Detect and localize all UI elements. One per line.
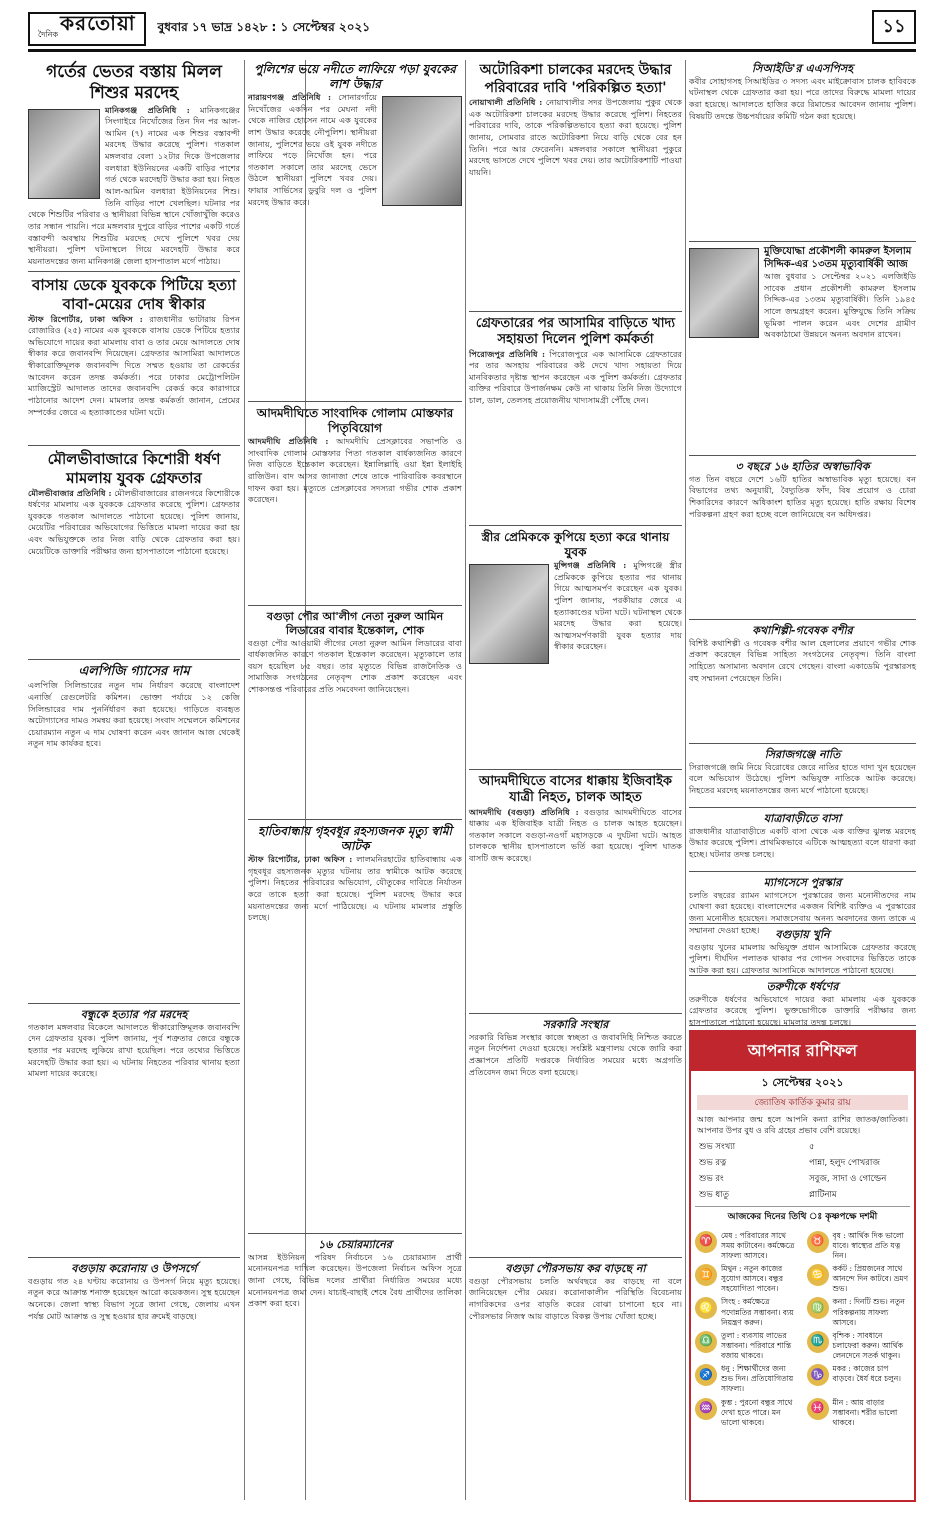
article-headline[interactable]: গ্রেফতারের পর আসামির বাড়িতে খাদ্য সহায়তা দিলেন পুলিশ কর্মকর্তা (475, 316, 676, 348)
article-headline[interactable]: বগুড়ায় খুনি (775, 928, 830, 941)
article-headline[interactable]: আদমদীঘিতে সাংবাদিক গোলাম মোস্তফার পিতৃবিয়োগ (256, 406, 454, 435)
article-headline[interactable]: অটোরিকশা চালকের মরদেহ উদ্ধার পরিবারের দাবি 'পরিকল্পিত হত্যা' (479, 62, 672, 96)
info-value: প্লাটিনাম (809, 1189, 837, 1200)
horoscope-info-row (691, 1187, 914, 1203)
article-2[interactable] (28, 276, 240, 446)
zodiac-text: মেষ : পরিবারের সাথে সময় কাটাবেন। কর্মক্ষেত্রে সাফল্য আসবে। (721, 1230, 795, 1260)
article-21[interactable] (689, 624, 916, 744)
article-headline[interactable]: ম্যাগসেসে পুরস্কার (763, 876, 842, 889)
astrologer-name: জ্যোতিষ কার্তিক কুমার রায় (697, 1095, 908, 1110)
article-text: মানিকগঞ্জের সিংগাইরে নিখোঁজের তিন দিন পর আল-আমিন (৭) নামের এক শিশুর বস্তাবন্দী মরদেহ উদ্ধার করেছে পুলিশ। গতকাল মঙ্গলবার বেলা ১২টার দিকে উপজেলার বলধারা ইউনিয়নের একটি বাড়ির পাশের গর্ত থেকে মরদেহটি উদ্ধার করা হয়। নিহত আল-আমিন বলধারা ইউনিয়নের শিশু। তিনি বাড়ির পাশে খেলছিল। ঘটনার পর থেকে শিশুটির পরিবার ও স্থানীয়রা বিভিন্ন স্থানে খোঁজাখুঁজি করেও তার সন্ধান পায়নি। পরে মঙ্গলবার দুপুরে বাড়ির পাশের একটি গর্তে বস্তাবন্দী অবস্থায় শিশুটির মরদেহ দেখে পুলিশে খবর দেয় স্থানীয়রা। পুলিশ ঘটনাস্থলে গিয়ে মরদেহটি উদ্ধার করে ময়নাতদন্তের জন্য মানিকগঞ্জ জেলা হাসপাতাল মর্গে পাঠায়। (28, 104, 240, 266)
article-6[interactable] (28, 1262, 240, 1502)
column-divider (685, 60, 686, 1500)
zodiac-item (807, 1364, 911, 1394)
tithi-line: আজকের দিনের তিথি ঃ কৃষ্ণপক্ষে দশমী (695, 1206, 910, 1224)
zodiac-icon: ♍ (807, 1297, 829, 1319)
article-headline[interactable]: বগুড়ায় করোনায় ও উপসর্গে (71, 1262, 197, 1275)
article-headline[interactable]: তরুণীকে ধর্ষণের (766, 980, 839, 993)
article-17[interactable] (469, 1018, 682, 1258)
article-headline[interactable]: হাতিবান্ধায় গৃহবধূর রহস্যজনক মৃত্যু স্বামী আটক (258, 824, 452, 853)
zodiac-icon: ♒ (695, 1398, 717, 1420)
zodiac-item (695, 1297, 799, 1327)
article-text: বগুড়ায় গত ২৪ ঘণ্টায় করোনায় ও উপসর্গ নিয়ে মৃত্যু হয়েছে। নতুন করে আক্রান্ত শনাক্ত হয়েছেন আরো কয়েকজন। সুস্থ হয়েছেন অনেকে। জেলা স্বাস্থ্য বিভাগ সূত্রে জানা গেছে, জেলায় এখন পর্যন্ত মোট আক্রান্ত ও সুস্থ হওয়ার হার ক্রমেই বাড়ছে। (28, 1275, 240, 1321)
article-text: গত তিন বছরে দেশে ১৬টি হাতির অস্বাভাবিক মৃত্যু হয়েছে। বন বিভাগের তথ্য অনুযায়ী, বৈদ্যুতিক ফাঁদ, বিষ প্রয়োগ ও চোরা শিকারিদের কারণে অধিকাংশ হাতির মৃত্যু হয়েছে। হাতি রক্ষায় বিশেষ পরিকল্পনা গ্রহণ করা হচ্ছে বলে জানিয়েছে বন অধিদপ্তর। (689, 473, 916, 519)
zodiac-icon: ♐ (695, 1364, 717, 1386)
article-headline[interactable]: বগুড়া পৌরসভায় কর বাড়ছে না (505, 1262, 646, 1275)
zodiac-text: কন্যা : দিনটি শুভ। নতুন পরিকল্পনায় সাফল্য আসবে। (832, 1297, 905, 1327)
horoscope-date: ১ সেপ্টেম্বর ২০২১ (761, 1076, 844, 1089)
article-text: বিশিষ্ট কথাশিল্পী ও গবেষক বশীর আল হেলালের প্রয়াণে গভীর শোক প্রকাশ করেছেন বিভিন্ন সাহিত্য সংগঠনের নেতৃবৃন্দ। তিনি বাংলা সাহিত্যে অসামান্য অবদান রেখে গেছেন। বাংলা একাডেমি পুরস্কারসহ বহু সম্মাননা পেয়েছেন তিনি। (689, 637, 916, 683)
zodiac-text: কুম্ভ : পুরনো বন্ধুর সাথে দেখা হতে পারে। মন ভালো থাকবে। (721, 1397, 793, 1427)
article-11[interactable] (248, 1238, 462, 1502)
article-headline[interactable]: গর্তের ভেতর বস্তায় মিলল শিশুর মরদেহ (46, 62, 222, 104)
zodiac-item (807, 1231, 911, 1261)
article-headline[interactable]: পুলিশের ভয়ে নদীতে লাফিয়ে পড়া যুবকের লাশ উদ্ধার (254, 62, 456, 91)
article-text: মৌলভীবাজারের রাজনগরে কিশোরীকে ধর্ষণের মামলায় এক যুবককে গ্রেফতার করেছে পুলিশ। গ্রেফতার যুবককে গতকাল আদালতে পাঠানো হয়েছে। পুলিশ জানায়, মেয়েটির পরিবারের অভিযোগের ভিত্তিতে মামলা দায়ের করা হয় এবং অভিযুক্তকে তার নিজ বাড়ি থেকে গ্রেফতার করা হয়। মেয়েটিকে ডাক্তারি পরীক্ষার জন্য হাসপাতালে পাঠানো হয়েছে। (28, 487, 240, 556)
zodiac-icon: ♊ (695, 1264, 717, 1286)
zodiac-text: মকর : কাজের চাপ বাড়বে। ধৈর্য ধরে চলুন। (832, 1364, 901, 1384)
horoscope-intro: আজ আপনার জন্ম হলে আপনি কন্যা রাশির জাতক/জাতিকা। আপনার উপর বুধ ও রবি গ্রহের প্রভাব বেশি রয়েছে। (697, 1115, 908, 1136)
zodiac-text: ধনু : শিক্ষার্থীদের জন্য শুভ দিন। প্রতিযোগিতায় সাফল্য। (721, 1364, 794, 1394)
article-15[interactable] (469, 530, 682, 770)
article-headline[interactable]: ৩ বছরে ১৬ হাতির অস্বাভাবিক (735, 460, 870, 473)
info-key: শুভ সংখ্যা (699, 1141, 736, 1152)
article-headline[interactable]: এলপিজি গ্যাসের দাম (78, 664, 190, 679)
article-5[interactable] (28, 1008, 240, 1258)
portrait-photo (689, 248, 759, 338)
zodiac-icon: ♌ (695, 1297, 717, 1319)
article-text: তরুণীকে ধর্ষণের অভিযোগে দায়ের করা মামলায় এক যুবককে গ্রেফতার করেছে পুলিশ। ভুক্তভোগীকে ডাক্তারি পরীক্ষার জন্য হাসপাতালে পাঠানো হয়েছে। মামলার তদন্ত চলছে। (689, 993, 916, 1028)
zodiac-icon: ♑ (807, 1364, 829, 1386)
article-text: এলপিজি সিলিন্ডারের নতুন দাম নির্ধারণ করেছে বাংলাদেশ এনার্জি রেগুলেটরি কমিশন। ভোক্তা পর্যায়ে ১২ কেজি সিলিন্ডারের দাম পুনর্নির্ধারণ করা হয়েছে। গাড়িতে ব্যবহৃত অটোগ্যাসের দামও সমন্বয় করা হয়েছে। সংবাদ সম্মেলনে কমিশনের চেয়ারম্যান নতুন এ দাম ঘোষণা করেন এবং জানান আজ থেকেই নতুন দাম কার্যকর হবে। (28, 680, 240, 749)
horoscope-info-row (691, 1155, 914, 1171)
article-headline[interactable]: বাসায় ডেকে যুবককে পিটিয়ে হত্যা বাবা-মেয়ের দোষ স্বীকার (32, 276, 236, 313)
newspaper-logo (28, 12, 146, 46)
zodiac-item (807, 1264, 911, 1294)
page-number: ১১ (872, 10, 916, 44)
zodiac-text: বৃষ : আর্থিক দিক ভালো যাবে। স্বাস্থ্যের প্রতি যত্ন নিন। (832, 1230, 904, 1260)
article-10[interactable] (248, 824, 462, 1234)
article-byline: আদমদীঘি (বগুড়া) প্রতিনিধি : (469, 806, 579, 817)
zodiac-text: সিংহ : কর্মক্ষেত্রে পদোন্নতির সম্ভাবনা। ব্যয় নিয়ন্ত্রণ করুন। (721, 1297, 794, 1327)
horoscope-info (691, 1139, 914, 1203)
zodiac-icon: ♎ (695, 1331, 717, 1353)
article-4[interactable] (28, 664, 240, 1004)
masthead-bar (28, 8, 916, 52)
column-divider (465, 60, 466, 1500)
zodiac-text: বৃশ্চিক : সাবধানে চলাফেরা করুন। আর্থিক লেনদেনে সতর্ক থাকুন। (832, 1330, 904, 1361)
horoscope-title: আপনার রাশিফল (691, 1032, 914, 1071)
article-12[interactable] (469, 62, 682, 312)
paper-name: করতোয়া (60, 10, 136, 35)
info-key: শুভ রত্ন (699, 1157, 727, 1168)
article-16[interactable] (469, 774, 682, 1014)
article-18[interactable] (469, 1262, 682, 1502)
zodiac-item (695, 1264, 799, 1294)
zodiac-item (807, 1398, 911, 1428)
paper-small-label: দৈনিক (38, 29, 59, 39)
zodiac-icon: ♋ (807, 1264, 829, 1286)
article-text: সোনারগাঁয়ে নিখোঁজের একদিন পর মেঘনা নদী থেকে নাজির হোসেন নামে এক যুবকের লাশ উদ্ধার করেছে নৌপুলিশ। স্থানীয়রা জানায়, পুলিশের ভয়ে ওই যুবক নদীতে লাফিয়ে পড়ে নিখোঁজ হন। পরে গতকাল সকালে তার মরদেহ ভেসে উঠলে স্থানীয়রা পুলিশে খবর দেয়। ফায়ার সার্ভিসের ডুবুরি দল ও পুলিশ মরদেহ উদ্ধার করে। (248, 92, 377, 207)
info-key: শুভ ধাতু (699, 1189, 729, 1200)
article-byline: মৌলভীবাজার প্রতিনিধি : (28, 487, 112, 498)
article-26[interactable] (689, 980, 916, 1026)
article-8[interactable] (248, 406, 462, 606)
article-headline[interactable]: বগুড়া পৌর আ'লীগ নেতা নুরুল আমিন লিডারের বাবার ইন্তেকাল, শোক (266, 610, 444, 637)
article-byline: মুন্সিগঞ্জ প্রতিনিধি : (554, 560, 627, 570)
zodiac-icon: ♏ (807, 1331, 829, 1353)
zodiac-text: কর্কট : প্রিয়জনের সাথে আনন্দে দিন কাটবে। ভ্রমণ শুভ। (832, 1264, 909, 1294)
article-byline: স্টাফ রিপোর্টার, ঢাকা অফিস : (28, 313, 143, 324)
article-text: আদমদীঘি প্রেসক্লাবের সভাপতি ও সাংবাদিক গোলাম মোস্তফার পিতা গতকাল বার্ধক্যজনিত কারণে নিজ বাড়িতে ইন্তেকাল করেছেন। ইন্নালিল্লাহি ওয়া ইন্না ইলাইহি রাজিউন। বাদ আসর জানাজা শেষে তাকে পারিবারিক কবরস্থানে দাফন করা হয়। মৃত্যুতে প্রেসক্লাবের সদস্যরা গভীর শোক প্রকাশ করেছেন। (248, 436, 462, 505)
article-22[interactable] (689, 748, 916, 808)
article-text: কবীর সোহাগসহ সিআইডির ৩ সদস্য এবং মাইক্রোবাস চালক হাবিবকে ঘটনাস্থল থেকে গ্রেফতার করা হয়। পরে তাদের বিরুদ্ধে মামলা দায়ের করা হয়েছে। আদালতে হাজির করে রিমান্ডের আবেদন জানায় পুলিশ। বিষয়টি তদন্তে উচ্চপর্যায়ের কমিটি গঠন করা হয়েছে। (689, 75, 916, 121)
article-text: বগুড়ায় খুনের মামলায় অভিযুক্ত প্রধান আসামিকে গ্রেফতার করেছে পুলিশ। দীর্ঘদিন পলাতক থাকার পর গোপন সংবাদের ভিত্তিতে তাকে আটক করা হয়। গ্রেফতার আসামিকে আদালতে পাঠানো হয়েছে। (689, 941, 916, 976)
article-14[interactable] (469, 316, 682, 526)
zodiac-text: মিথুন : নতুন কাজের সুযোগ আসবে। বন্ধুর সহযোগিতা পাবেন। (721, 1264, 783, 1294)
article-20[interactable] (689, 460, 916, 620)
article-text: আসন্ন ইউনিয়ন পরিষদ নির্বাচনে ১৬ চেয়ারম্যান প্রার্থী মনোনয়নপত্র দাখিল করেছেন। উপজেলা নির্বাচন অফিস সূত্রে জানা গেছে, বিভিন্ন দলের প্রার্থীরা নির্ধারিত সময়ের মধ্যে মনোনয়নপত্র জমা দেন। যাচাই-বাছাই শেষে বৈধ প্রার্থীদের তালিকা প্রকাশ করা হবে। (248, 1251, 462, 1309)
article-byline: নারায়ণগঞ্জ প্রতিনিধি : (248, 92, 332, 102)
article-text: গতকাল মঙ্গলবার বিকেলে আদালতে স্বীকারোক্তিমূলক জবানবন্দি দেন গ্রেফতার যুবক। পুলিশ জানায়, পূর্ব শত্রুতার জেরে বন্ধুকে হত্যার পর মরদেহ লুকিয়ে রাখা হয়েছিল। পরে তথ্যের ভিত্তিতে মরদেহটি উদ্ধার করা হয়। এ ঘটনায় নিহতের পরিবার থানায় হত্যা মামলা দায়ের করেছে। (28, 1021, 240, 1079)
article-19[interactable] (689, 62, 916, 242)
article-9[interactable] (248, 610, 462, 820)
article-photo (382, 96, 462, 206)
zodiac-icon: ♈ (695, 1231, 717, 1253)
column-divider (244, 60, 245, 1500)
article-1[interactable] (28, 62, 240, 272)
article-headline[interactable]: বন্ধুকে হত্যার পর মরদেহ (80, 1008, 188, 1021)
zodiac-item (807, 1297, 911, 1327)
article-text: লালমনিরহাটের হাতিবান্ধায় এক গৃহবধূর রহস্যজনক মৃত্যুর ঘটনায় তার স্বামীকে আটক করেছে পুলিশ। নিহতের পরিবারের অভিযোগ, যৌতুকের দাবিতে নির্যাতন করে তাকে হত্যা করা হয়েছে। পুলিশ মরদেহ উদ্ধার করে ময়নাতদন্তের জন্য মর্গে পাঠিয়েছে। এ ঘটনায় মামলার প্রস্তুতি চলছে। (248, 854, 462, 923)
child-photo (28, 109, 100, 199)
article-13[interactable] (689, 246, 916, 456)
article-headline[interactable]: কথাশিল্পী-গবেষক বশীর (752, 624, 853, 637)
info-value: পান্না, হলুদ পোখরাজ (809, 1157, 880, 1168)
zodiac-item (695, 1398, 799, 1428)
article-text: রাজধানীর ভাটারায় রিপন রোজারিও (২৫) নামের এক যুবককে বাসায় ডেকে পিটিয়ে হত্যার অভিযোগে দায়ের করা মামলায় বাবা ও তার মেয়ে আদালতে দোষ স্বীকার করে জবানবন্দি দিয়েছেন। গ্রেফতার আসামিরা আদালতে স্বীকারোক্তিমূলক জবানবন্দি দিতে সম্মত হওয়ায় তা রেকর্ডের আবেদন করেন তদন্ত কর্মকর্তা। পরে ঢাকার মেট্রোপলিটন ম্যাজিস্ট্রেট আদালত তাদের জবানবন্দি রেকর্ড করে কারাগারে পাঠানোর আদেশ দেন। মামলার তদন্ত কর্মকর্তা জানান, প্রেমের সম্পর্কের জেরে এ হত্যাকাণ্ডের ঘটনা ঘটে। (28, 313, 240, 417)
article-23[interactable] (689, 812, 916, 872)
zodiac-grid (691, 1227, 914, 1432)
article-byline: স্টাফ রিপোর্টার, ঢাকা অফিস : (248, 854, 353, 864)
article-text: বগুড়ার আদমদীঘিতে বাসের ধাক্কায় এক ইজিবাইক যাত্রী নিহত ও চালক আহত হয়েছেন। গতকাল সকালে বগুড়া-নওগাঁ মহাসড়কে এ দুর্ঘটনা ঘটে। আহত চালককে স্থানীয় হাসপাতালে ভর্তি করা হয়েছে। পুলিশ ঘাতক বাসটি জব্দ করেছে। (469, 806, 682, 864)
article-headline[interactable]: সিআইডি'র এএসপিসহ (751, 62, 854, 75)
zodiac-item (695, 1364, 799, 1394)
horoscope-box (689, 1030, 916, 1502)
article-headline[interactable]: মৌলভীবাজারে কিশোরী ধর্ষণ মামলায় যুবক গ্রেফতার (47, 450, 221, 487)
zodiac-item (695, 1331, 799, 1361)
article-headline[interactable]: ১৬ চেয়ারম্যানের (318, 1238, 392, 1251)
article-7[interactable] (248, 62, 462, 402)
article-text: আজ বুধবার ১ সেপ্টেম্বর ২০২১ এলজিইডি সাবেক প্রধান প্রকৌশলী কামরুল ইসলাম সিদ্দিক-এর ১৩তম মৃত্যুবার্ষিকী। তিনি ১৯৪৫ সালে জন্মগ্রহণ করেন। মুক্তিযুদ্ধে তিনি সক্রিয় ভূমিকা পালন করেন এবং দেশের গ্রামীণ অবকাঠামো উন্নয়নে অনন্য অবদান রাখেন। (764, 271, 916, 340)
info-value: ৫ (809, 1141, 815, 1152)
article-byline: মানিকগঞ্জ প্রতিনিধি : (105, 104, 190, 115)
horoscope-info-row (691, 1139, 914, 1155)
zodiac-text: মীন : আয় বাড়ার সম্ভাবনা। শরীর ভালো থাকবে। (832, 1397, 898, 1427)
suspect-photo (469, 564, 549, 664)
article-headline[interactable]: সিরাজগঞ্জে নাতি (764, 748, 841, 761)
article-text: পিরোজপুরে এক আসামিকে গ্রেফতারের পর তার অসহায় পরিবারের কষ্ট দেখে খাদ্য সহায়তা দিয়ে মানবিকতার দৃষ্টান্ত স্থাপন করেছেন এক পুলিশ কর্মকর্তা। গ্রেফতার ব্যক্তির পরিবারে উপার্জনক্ষম কেউ না থাকায় তিনি নিজ উদ্যোগে চাল, ডাল, তেলসহ প্রয়োজনীয় খাদ্যসামগ্রী পৌঁছে দেন। (469, 348, 683, 406)
dateline: বুধবার ১৭ ভাদ্র ১৪২৮ : ১ সেপ্টেম্বর ২০২১ (157, 19, 371, 34)
zodiac-icon: ♓ (807, 1398, 829, 1420)
article-text: সিরাজগঞ্জে জমি নিয়ে বিরোধের জেরে নাতির হাতে দাদা খুন হয়েছেন বলে অভিযোগ উঠেছে। পুলিশ অভিযুক্ত নাতিকে আটক করেছে। নিহতের মরদেহ ময়নাতদন্তের জন্য মর্গে পাঠানো হয়েছে। (689, 761, 916, 796)
article-headline[interactable]: আদমদীঘিতে বাসের ধাক্কায় ইজিবাইক যাত্রী নিহত, চালক আহত (478, 774, 673, 806)
article-headline[interactable]: মুক্তিযোদ্ধা প্রকৌশলী কামরুল ইসলাম সিদ্দিক-এর ১৩তম মৃত্যুবার্ষিকী আজ (764, 246, 912, 270)
article-text: মুন্সিগঞ্জে স্ত্রীর প্রেমিককে কুপিয়ে হত্যার পর থানায় গিয়ে আত্মসমর্পণ করেছেন এক যুবক। পুলিশ জানায়, পরকীয়ার জেরে এ হত্যাকাণ্ডের ঘটনা ঘটে। ঘটনাস্থল থেকে মরদেহ উদ্ধার করা হয়েছে। আত্মসমর্পণকারী যুবক হত্যার দায় স্বীকার করেছেন। (554, 560, 682, 652)
article-headline[interactable]: স্ত্রীর প্রেমিককে কুপিয়ে হত্যা করে থানায় যুবক (481, 530, 670, 559)
article-text: নোয়াখালীর সদর উপজেলায় পুকুর থেকে এক অটোরিকশা চালকের মরদেহ উদ্ধার করেছে পুলিশ। নিহতের পরিবারের দাবি, তাকে পরিকল্পিতভাবে হত্যা করা হয়েছে। পুলিশ জানায়, সোমবার রাতে অটোরিকশা নিয়ে বাড়ি থেকে বের হন তিনি। পরে আর ফেরেননি। মঙ্গলবার সকালে স্থানীয়রা পুকুরে মরদেহ ভাসতে দেখে পুলিশে খবর দেয়। তার অটোরিকশাটি পাওয়া যায়নি। (469, 97, 682, 177)
zodiac-item (807, 1331, 911, 1361)
zodiac-icon: ♉ (807, 1231, 829, 1253)
zodiac-text: তুলা : ব্যবসায় লাভের সম্ভাবনা। পরিবারে শান্তি বজায় থাকবে। (721, 1330, 792, 1361)
article-25[interactable] (689, 928, 916, 976)
article-byline: নোয়াখালী প্রতিনিধি : (469, 97, 543, 107)
info-value: সবুজ, সাদা ও গোল্ডেন (809, 1173, 887, 1184)
article-byline: আদমদীঘি প্রতিনিধি : (248, 436, 329, 446)
article-headline[interactable]: সরকারি সংস্থার (542, 1018, 609, 1031)
zodiac-item (695, 1231, 799, 1261)
article-headline[interactable]: যাত্রাবাড়ীতে বাসা (763, 812, 842, 825)
article-text: বগুড়া পৌরসভায় চলতি অর্থবছরে কর বাড়ছে না বলে জানিয়েছেন পৌর মেয়র। করোনাকালীন পরিস্থিতি বিবেচনায় নাগরিকদের ওপর বাড়তি করের বোঝা চাপানো হবে না। পৌরসভার নিজস্ব আয় বাড়াতে বিকল্প উপায় খোঁজা হচ্ছে। (469, 1275, 682, 1321)
article-text: রাজধানীর যাত্রাবাড়ীতে একটি বাসা থেকে এক ব্যক্তির ঝুলন্ত মরদেহ উদ্ধার করেছে পুলিশ। প্রাথমিকভাবে এটিকে আত্মহত্যা বলে ধারণা করা হচ্ছে। ঘটনার তদন্ত চলছে। (689, 825, 916, 860)
article-text: চলতি বছরের র‍্যামন ম্যাগসেসে পুরস্কারের জন্য মনোনীতদের নাম ঘোষণা করা হয়েছে। বাংলাদেশের একজন বিশিষ্ট ব্যক্তিও এ পুরস্কারের জন্য মনোনীত হয়েছেন। সমাজসেবায় অনন্য অবদানের জন্য তাকে এ সম্মাননা দেওয়া হচ্ছে। (689, 889, 916, 935)
article-text: বগুড়া পৌর আওয়ামী লীগের নেতা নুরুল আমিন লিডারের বাবা বার্ধক্যজনিত কারণে গতকাল ইন্তেকাল করেছেন। মৃত্যুকালে তার বয়স হয়েছিল ৮৫ বছর। তার মৃত্যুতে বিভিন্ন রাজনৈতিক ও সামাজিক সংগঠনের নেতৃবৃন্দ শোক প্রকাশ করেছেন এবং শোকসন্তপ্ত পরিবারের প্রতি সমবেদনা জানিয়েছেন। (248, 637, 462, 695)
info-key: শুভ রং (699, 1173, 724, 1184)
article-byline: পিরোজপুর প্রতিনিধি : (469, 348, 546, 359)
article-3[interactable] (28, 450, 240, 660)
article-text: সরকারি বিভিন্ন সংস্থার কাজে স্বচ্ছতা ও জবাবদিহি নিশ্চিত করতে নতুন নির্দেশনা দেওয়া হয়েছে। সংশ্লিষ্ট মন্ত্রণালয় থেকে জারি করা প্রজ্ঞাপনে প্রতিটি দপ্তরকে নির্ধারিত সময়ের মধ্যে অগ্রগতি প্রতিবেদন জমা দিতে বলা হয়েছে। (469, 1031, 682, 1077)
horoscope-info-row (691, 1171, 914, 1187)
